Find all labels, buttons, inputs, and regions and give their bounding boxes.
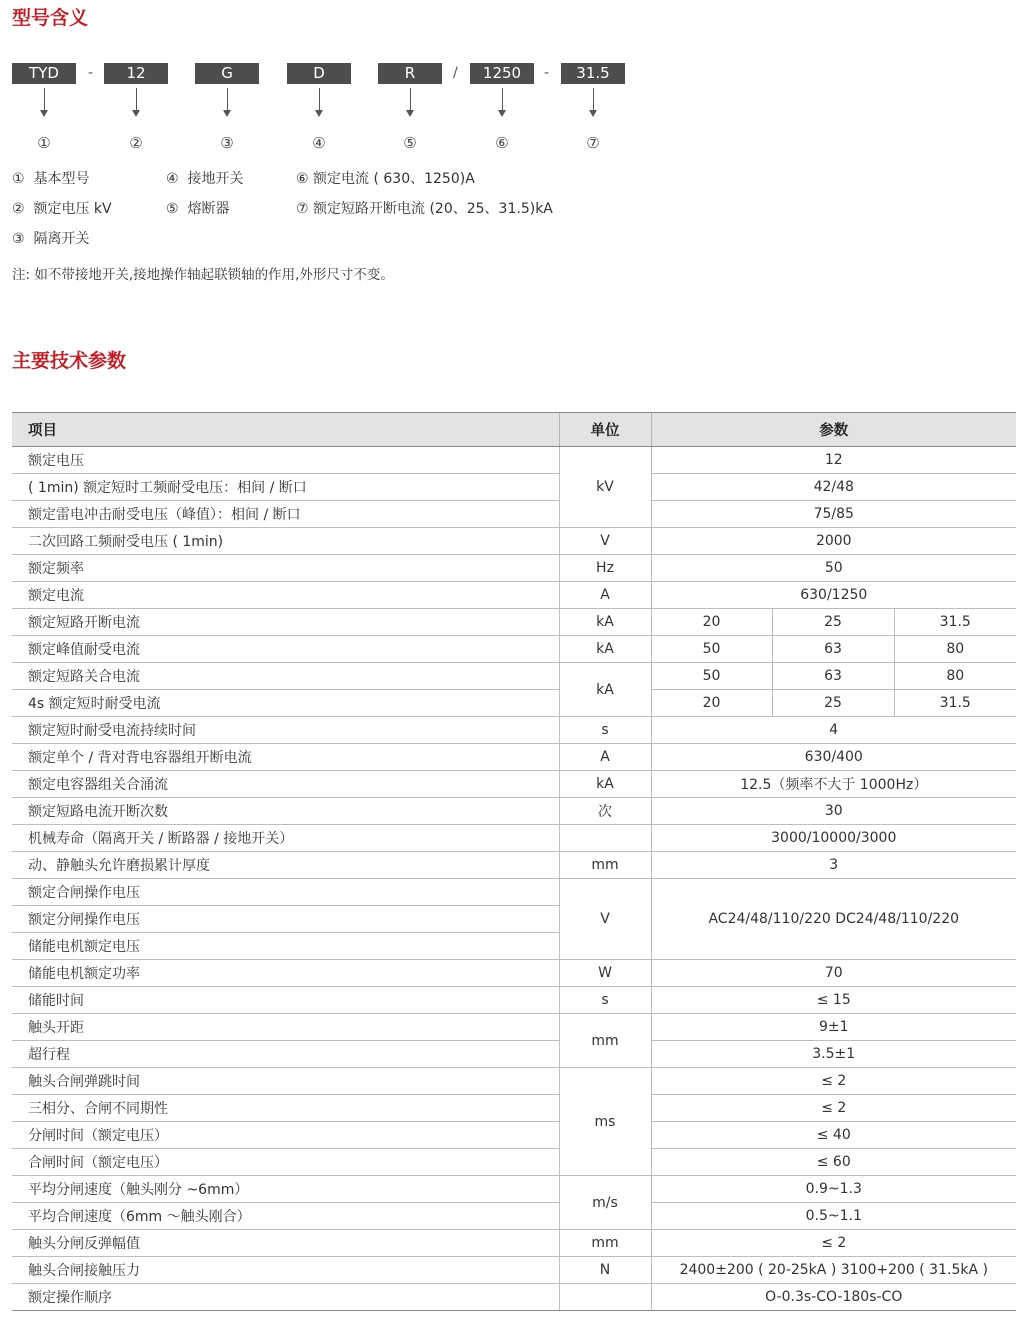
down-arrow-icon — [410, 88, 411, 116]
table-row — [12, 771, 1016, 798]
param-cell: ≤ 60 — [651, 1149, 1016, 1176]
param-cell: 63 — [772, 663, 894, 690]
item-cell: 额定分闸操作电压 — [12, 906, 559, 933]
legend-item: ① 基本型号 — [12, 171, 90, 187]
param-cell: 3000/10000/3000 — [651, 825, 1016, 852]
param-cell: 75/85 — [651, 501, 1016, 528]
unit-cell: 次 — [559, 798, 651, 825]
item-cell: 触头合闸弹跳时间 — [12, 1068, 559, 1095]
code-part-box: TYD — [12, 63, 76, 84]
table-row — [12, 501, 1016, 528]
table-row — [12, 960, 1016, 987]
table-row — [12, 474, 1016, 501]
code-part-box: 12 — [104, 63, 168, 84]
item-cell: 额定雷电冲击耐受电压（峰值）：相间 / 断口 — [12, 501, 559, 528]
item-cell: 额定电容器组关合涌流 — [12, 771, 559, 798]
item-cell: 额定单个 / 背对背电容器组开断电流 — [12, 744, 559, 771]
legend-item: ③ 隔离开关 — [12, 231, 90, 247]
item-cell: 额定操作顺序 — [12, 1284, 559, 1311]
item-cell: 储能时间 — [12, 987, 559, 1014]
down-arrow-icon — [319, 88, 320, 116]
header-item: 项目 — [12, 413, 559, 447]
item-cell: 二次回路工频耐受电压 ( 1min) — [12, 528, 559, 555]
code-part-box: D — [287, 63, 351, 84]
item-cell: 额定合闸操作电压 — [12, 879, 559, 906]
table-row — [12, 609, 1016, 636]
param-cell: 42/48 — [651, 474, 1016, 501]
param-cell: 20 — [651, 690, 772, 717]
param-cell: 25 — [772, 609, 894, 636]
item-cell: 额定短路开断电流 — [12, 609, 559, 636]
item-cell: 额定电压 — [12, 447, 559, 474]
table-row — [12, 987, 1016, 1014]
unit-cell: Hz — [559, 555, 651, 582]
param-cell: 31.5 — [894, 690, 1016, 717]
unit-cell — [559, 1284, 651, 1311]
item-cell: 三相分、合闸不同期性 — [12, 1095, 559, 1122]
param-cell: 30 — [651, 798, 1016, 825]
table-row — [12, 1149, 1016, 1176]
param-cell: ≤ 40 — [651, 1122, 1016, 1149]
unit-cell: mm — [559, 852, 651, 879]
down-arrow-icon — [502, 88, 503, 116]
unit-cell: mm — [559, 1014, 651, 1068]
item-cell: 额定短路关合电流 — [12, 663, 559, 690]
unit-cell: kA — [559, 636, 651, 663]
code-part-box: 1250 — [470, 63, 534, 84]
item-cell: 超行程 — [12, 1041, 559, 1068]
table-row — [12, 744, 1016, 771]
unit-cell: kV — [559, 447, 651, 528]
param-cell: 12.5（频率不大于 1000Hz） — [651, 771, 1016, 798]
legend-item: ⑤ 熔断器 — [166, 201, 230, 217]
param-cell: 2000 — [651, 528, 1016, 555]
item-cell: 机械寿命（隔离开关 / 断路器 / 接地开关） — [12, 825, 559, 852]
param-cell: 4 — [651, 717, 1016, 744]
code-part-number: ⑦ — [586, 134, 600, 152]
param-cell: 2400±200 ( 20-25kA ) 3100+200 ( 31.5kA ) — [651, 1257, 1016, 1284]
table-row — [12, 1257, 1016, 1284]
code-separator: - — [88, 65, 94, 81]
param-cell: 80 — [894, 663, 1016, 690]
item-cell: 额定电流 — [12, 582, 559, 609]
unit-cell: kA — [559, 771, 651, 798]
code-separator: - — [544, 65, 550, 81]
note-text: 注: 如不带接地开关,接地操作轴起联锁轴的作用,外形尺寸不变。 — [12, 267, 394, 283]
model-meaning-title: 型号含义 — [12, 7, 89, 29]
param-cell: 50 — [651, 663, 772, 690]
legend-item: ⑥ 额定电流 ( 630、1250)A — [296, 171, 475, 187]
table-row — [12, 528, 1016, 555]
param-cell: 31.5 — [894, 609, 1016, 636]
code-part-box: R — [378, 63, 442, 84]
unit-cell: s — [559, 987, 651, 1014]
table-row — [12, 825, 1016, 852]
table-row — [12, 555, 1016, 582]
code-part-number: ⑥ — [495, 134, 509, 152]
spec-title: 主要技术参数 — [12, 350, 127, 372]
header-param: 参数 — [651, 413, 1016, 447]
table-row — [12, 447, 1016, 474]
param-cell: 3.5±1 — [651, 1041, 1016, 1068]
down-arrow-icon — [227, 88, 228, 116]
param-cell: ≤ 2 — [651, 1095, 1016, 1122]
table-row — [12, 1230, 1016, 1257]
down-arrow-icon — [136, 88, 137, 116]
param-cell: 630/400 — [651, 744, 1016, 771]
param-cell: ≤ 2 — [651, 1230, 1016, 1257]
legend-item: ④ 接地开关 — [166, 171, 244, 187]
item-cell: 储能电机额定电压 — [12, 933, 559, 960]
item-cell: 平均合闸速度（6mm ～触头刚合） — [12, 1203, 559, 1230]
unit-cell: kA — [559, 609, 651, 636]
table-row — [12, 1068, 1016, 1095]
unit-cell: mm — [559, 1230, 651, 1257]
code-part-number: ① — [37, 134, 51, 152]
header-unit: 单位 — [559, 413, 651, 447]
code-part-number: ③ — [220, 134, 234, 152]
table-row — [12, 690, 1016, 717]
table-row — [12, 1122, 1016, 1149]
param-cell: AC24/48/110/220 DC24/48/110/220 — [651, 879, 1016, 960]
param-cell: 12 — [651, 447, 1016, 474]
table-row — [12, 1095, 1016, 1122]
legend-item: ⑦ 额定短路开断电流 (20、25、31.5)kA — [296, 201, 553, 217]
table-row — [12, 582, 1016, 609]
table-row — [12, 1014, 1016, 1041]
code-part-number: ② — [129, 134, 143, 152]
unit-cell — [559, 825, 651, 852]
table-row — [12, 1284, 1016, 1311]
item-cell: ( 1min) 额定短时工频耐受电压：相间 / 断口 — [12, 474, 559, 501]
unit-cell: A — [559, 582, 651, 609]
param-cell: 70 — [651, 960, 1016, 987]
table-row — [12, 663, 1016, 690]
code-part-box: 31.5 — [561, 63, 625, 84]
item-cell: 平均分闸速度（触头刚分 ~6mm） — [12, 1176, 559, 1203]
param-cell: 80 — [894, 636, 1016, 663]
down-arrow-icon — [593, 88, 594, 116]
item-cell: 动、静触头允许磨损累计厚度 — [12, 852, 559, 879]
unit-cell: s — [559, 717, 651, 744]
code-part-number: ④ — [312, 134, 326, 152]
unit-cell: V — [559, 528, 651, 555]
table-row — [12, 717, 1016, 744]
item-cell: 触头开距 — [12, 1014, 559, 1041]
table-row — [12, 879, 1016, 906]
param-cell: 630/1250 — [651, 582, 1016, 609]
param-cell: 3 — [651, 852, 1016, 879]
param-cell: 50 — [651, 555, 1016, 582]
param-cell: 20 — [651, 609, 772, 636]
param-cell: ≤ 2 — [651, 1068, 1016, 1095]
code-separator: / — [453, 65, 458, 81]
item-cell: 额定频率 — [12, 555, 559, 582]
code-part-number: ⑤ — [403, 134, 417, 152]
table-row — [12, 1176, 1016, 1203]
param-cell: 50 — [651, 636, 772, 663]
item-cell: 额定短时耐受电流持续时间 — [12, 717, 559, 744]
param-cell: 0.5~1.1 — [651, 1203, 1016, 1230]
legend-item: ② 额定电压 kV — [12, 201, 112, 217]
code-part-box: G — [195, 63, 259, 84]
param-cell: 25 — [772, 690, 894, 717]
item-cell: 4s 额定短时耐受电流 — [12, 690, 559, 717]
unit-cell: W — [559, 960, 651, 987]
unit-cell: ms — [559, 1068, 651, 1176]
table-header-row — [12, 413, 1016, 447]
table-row — [12, 852, 1016, 879]
item-cell: 触头分闸反弹幅值 — [12, 1230, 559, 1257]
item-cell: 触头合闸接触压力 — [12, 1257, 559, 1284]
table-row — [12, 1203, 1016, 1230]
down-arrow-icon — [44, 88, 45, 116]
param-cell: ≤ 15 — [651, 987, 1016, 1014]
param-cell: O-0.3s-CO-180s-CO — [651, 1284, 1016, 1311]
param-cell: 9±1 — [651, 1014, 1016, 1041]
param-cell: 63 — [772, 636, 894, 663]
item-cell: 分闸时间（额定电压） — [12, 1122, 559, 1149]
item-cell: 额定峰值耐受电流 — [12, 636, 559, 663]
table-row — [12, 636, 1016, 663]
unit-cell: N — [559, 1257, 651, 1284]
item-cell: 储能电机额定功率 — [12, 960, 559, 987]
item-cell: 额定短路电流开断次数 — [12, 798, 559, 825]
table-row — [12, 798, 1016, 825]
unit-cell: V — [559, 879, 651, 960]
unit-cell: A — [559, 744, 651, 771]
unit-cell: m/s — [559, 1176, 651, 1230]
param-cell: 0.9~1.3 — [651, 1176, 1016, 1203]
spec-table — [12, 412, 1016, 1311]
item-cell: 合闸时间（额定电压） — [12, 1149, 559, 1176]
table-row — [12, 1041, 1016, 1068]
unit-cell: kA — [559, 663, 651, 717]
